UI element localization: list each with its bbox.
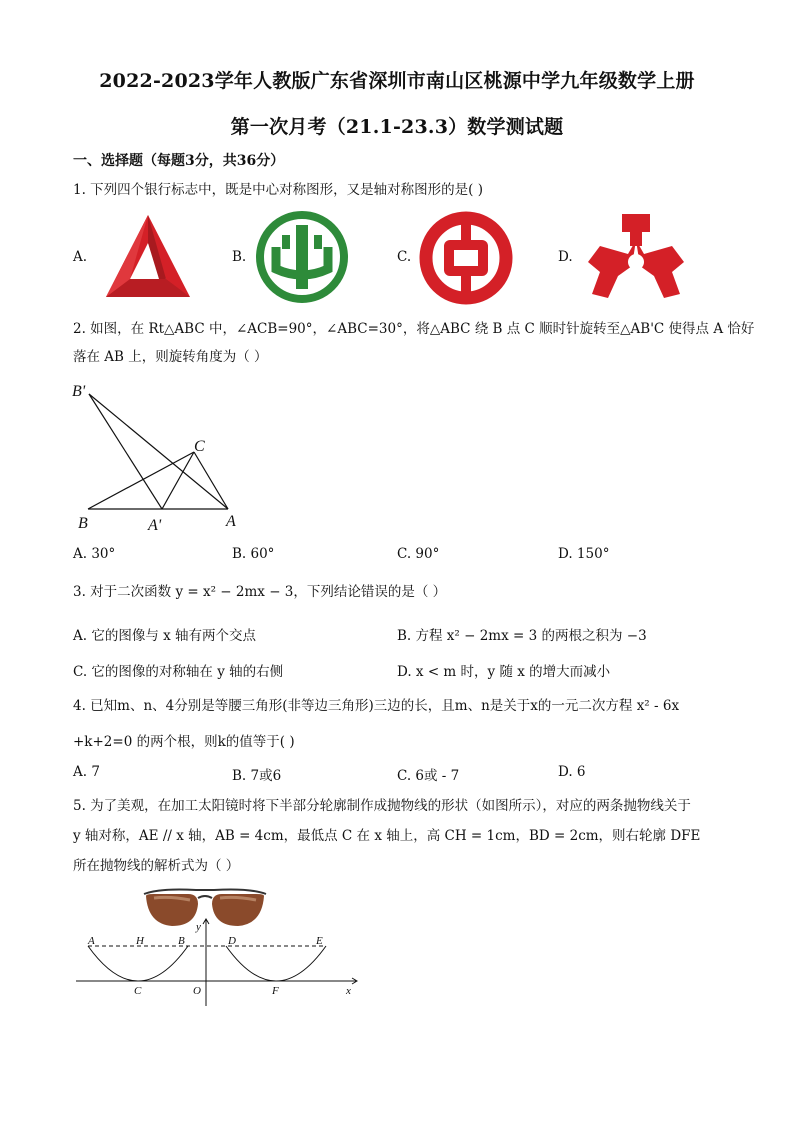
title-line-1: 2022-2023学年人教版广东省深圳市南山区桃源中学九年级数学上册 <box>99 70 695 92</box>
construction-bank-logo-icon <box>584 210 688 302</box>
question-5-line-3: 所在抛物线的解析式为（ ） <box>73 858 240 874</box>
q3-option-c[interactable]: C. 它的图像的对称轴在 y 轴的右侧 <box>73 664 284 680</box>
q1-option-b[interactable]: B. <box>232 249 247 265</box>
q3-option-d[interactable]: D. x < m 时，y 随 x 的增大而减小 <box>397 664 611 680</box>
question-1-text: 1. 下列四个银行标志中，既是中心对称图形，又是轴对称图形的是( ) <box>73 182 483 198</box>
q3-option-a[interactable]: A. 它的图像与 x 轴有两个交点 <box>73 628 257 644</box>
label-h: H <box>136 935 144 947</box>
section-heading: 一、选择题（每题3分，共36分） <box>73 153 285 169</box>
label-o: O <box>193 985 201 997</box>
label-x: x <box>346 985 351 997</box>
label-c: C <box>194 438 205 455</box>
label-b-prime: B' <box>72 383 86 400</box>
q1-option-d[interactable]: D. <box>558 249 573 265</box>
rotation-triangle-figure <box>68 378 248 538</box>
question-5-line-1: 5. 为了美观，在加工太阳镜时将下半部分轮廓制作成抛物线的形状（如图所示），对应的两条抛物线关于 <box>73 798 691 814</box>
question-5-line-2: y 轴对称，AE // x 轴，AB = 4cm，最低点 C 在 x 轴上，高 CH = 1cm，BD = 2cm，则右轮廓 DFE <box>73 828 701 844</box>
triangle-logo-icon <box>104 213 192 299</box>
q4-option-b[interactable]: B. 7或6 <box>232 768 282 784</box>
q3-option-b[interactable]: B. 方程 x² − 2mx = 3 的两根之积为 −3 <box>397 628 647 644</box>
label-b: B <box>178 935 185 947</box>
label-a: A <box>226 513 236 530</box>
label-c: C <box>134 985 142 997</box>
q1-option-a[interactable]: A. <box>73 249 88 265</box>
question-3-text: 3. 对于二次函数 y = x² − 2mx − 3，下列结论错误的是（ ） <box>73 584 447 600</box>
parabola-figure <box>76 918 366 1008</box>
q2-option-a[interactable]: A. 30° <box>73 546 116 562</box>
label-b: B <box>78 515 88 532</box>
q2-option-d[interactable]: D. 150° <box>558 546 610 562</box>
q4-option-c[interactable]: C. 6或 - 7 <box>397 768 460 784</box>
q4-option-d[interactable]: D. 6 <box>558 764 586 780</box>
label-a: A <box>88 935 95 947</box>
question-4-line-2: +k+2=0 的两个根，则k的值等于( ) <box>73 734 295 750</box>
question-4-line-1: 4. 已知m、n、4分别是等腰三角形(非等边三角形)三边的长，且m、n是关于x的一元二次方程 x² - 6x <box>73 698 680 714</box>
label-d: D <box>228 935 236 947</box>
question-2-line-1: 2. 如图，在 Rt△ABC 中，∠ACB=90°，∠ABC=30°，将△ABC 绕 B 点 C 顺时针旋转至△AB'C 使得点 A 恰好 <box>73 321 755 337</box>
label-f: F <box>272 985 279 997</box>
label-a-prime: A' <box>148 517 162 534</box>
q4-option-a[interactable]: A. 7 <box>73 764 100 780</box>
question-2-line-2: 落在 AB 上，则旋转角度为（ ） <box>73 349 268 365</box>
bank-of-china-logo-icon <box>418 210 514 306</box>
label-e: E <box>316 935 323 947</box>
label-y: y <box>196 921 201 933</box>
q2-option-c[interactable]: C. 90° <box>397 546 440 562</box>
q2-option-b[interactable]: B. 60° <box>232 546 275 562</box>
agricultural-bank-logo-icon <box>256 211 348 303</box>
q1-option-c[interactable]: C. <box>397 249 412 265</box>
title-line-2: 第一次月考（21.1-23.3）数学测试题 <box>230 116 564 138</box>
